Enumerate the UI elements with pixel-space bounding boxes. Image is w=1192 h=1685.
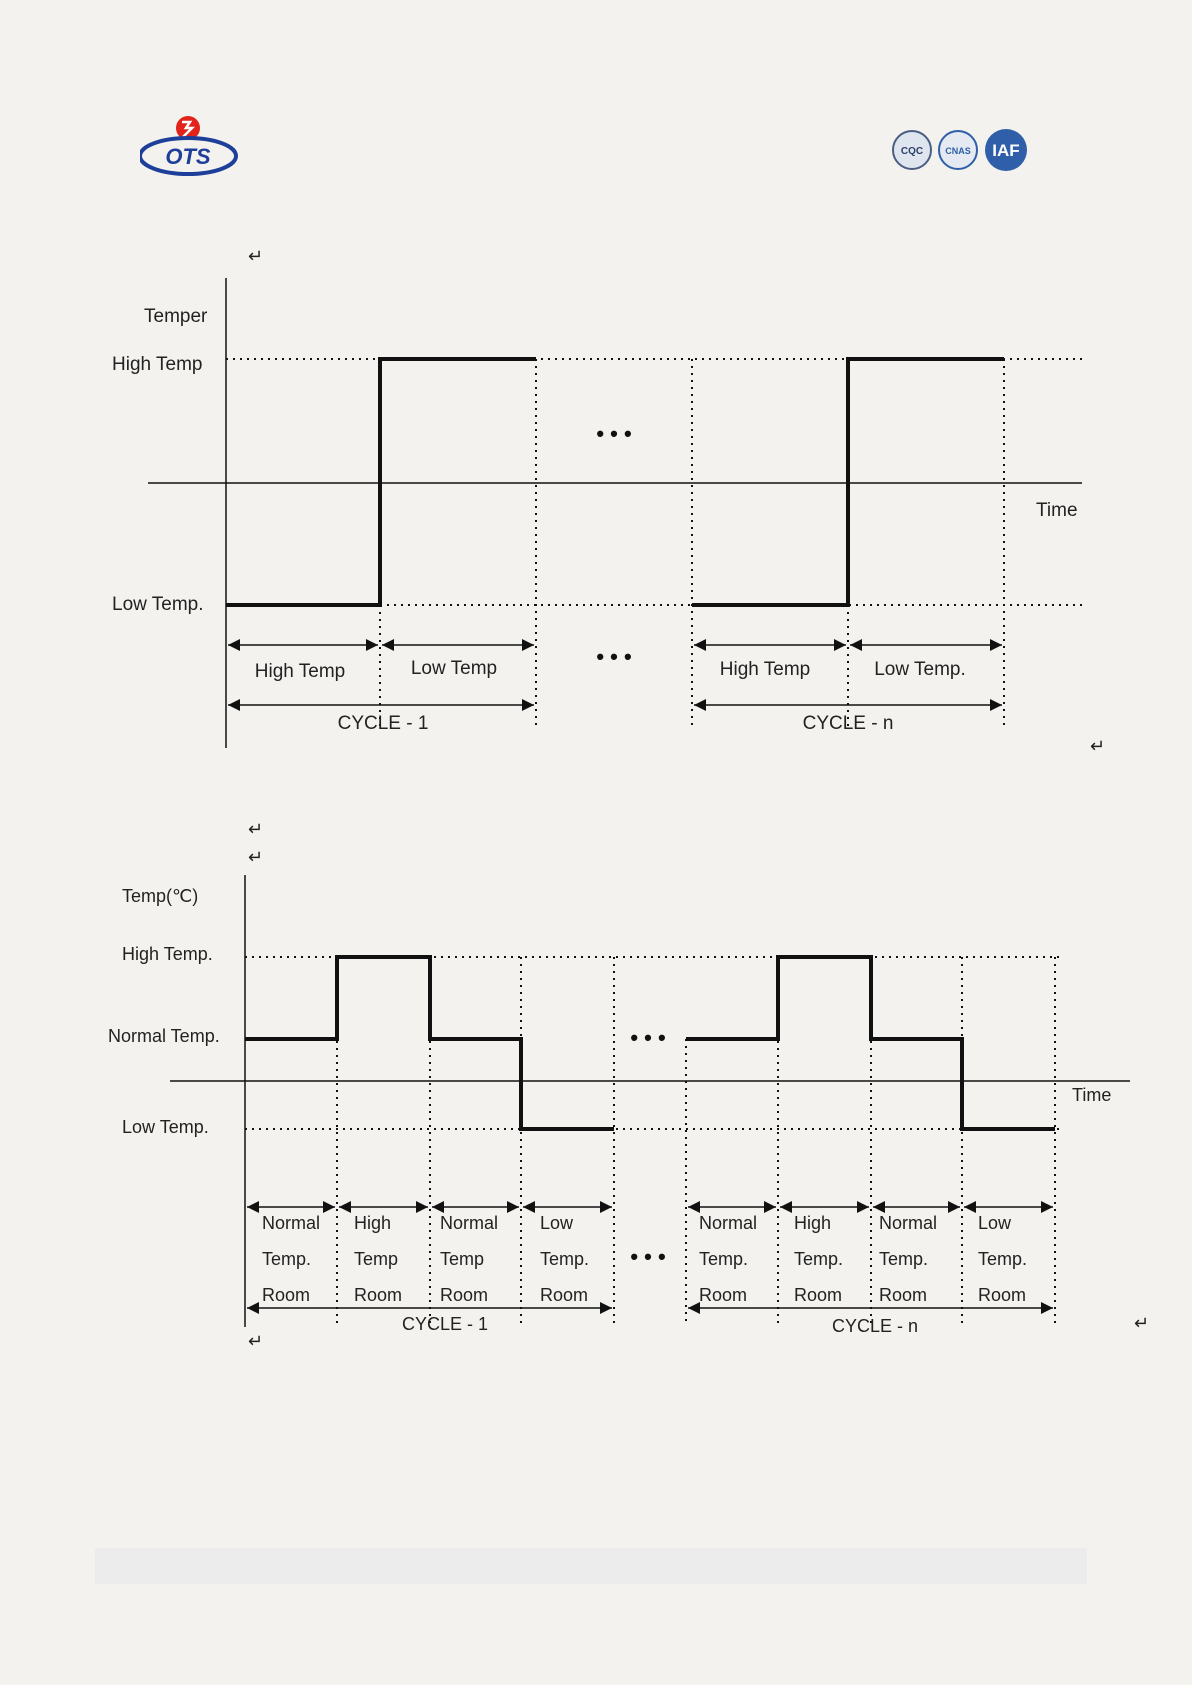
cycle-label: CYCLE - n xyxy=(831,1316,919,1336)
return-mark: ↵ xyxy=(248,246,264,266)
segment-label: Room xyxy=(440,1285,489,1305)
x-axis-label: Time xyxy=(1036,500,1078,521)
level-label-low: Low Temp. xyxy=(112,594,204,615)
segment-label: Temp xyxy=(440,1249,485,1269)
segment-label: Room xyxy=(978,1285,1027,1305)
continuation-ellipsis: • • • xyxy=(630,1025,666,1050)
ots-logo xyxy=(140,112,244,178)
return-mark: ↵ xyxy=(248,819,264,839)
segment-label: Temp xyxy=(354,1249,399,1269)
cnas-badge-text: CNAS xyxy=(945,146,971,156)
continuation-ellipsis: • • • xyxy=(630,1244,666,1269)
segment-label: Temp. xyxy=(978,1249,1028,1269)
segment-label: Temp. xyxy=(540,1249,590,1269)
level-label-normal: Normal Temp. xyxy=(108,1026,220,1046)
three-zone-temperature-cycle-diagram xyxy=(0,815,1192,1355)
segment-label: Room xyxy=(879,1285,928,1305)
segment-label: Temp. xyxy=(879,1249,929,1269)
level-label-high: High Temp. xyxy=(122,944,213,964)
level-label-high: High Temp xyxy=(112,354,203,375)
segment-label: Low Temp xyxy=(410,658,498,679)
continuation-ellipsis: • • • xyxy=(596,644,632,669)
segment-label: High xyxy=(794,1213,832,1233)
footer-band xyxy=(95,1548,1087,1584)
cycle-1-profile xyxy=(226,359,536,605)
cycle-n-profile xyxy=(692,359,1004,605)
segment-label: Room xyxy=(354,1285,403,1305)
cycle-label: CYCLE - 1 xyxy=(337,713,429,734)
segment-label: Normal xyxy=(262,1213,321,1233)
segment-label: Room xyxy=(699,1285,748,1305)
segment-label: Normal xyxy=(879,1213,938,1233)
continuation-ellipsis: • • • xyxy=(596,421,632,446)
two-zone-temperature-cycle-diagram xyxy=(0,240,1192,760)
return-mark: ↵ xyxy=(248,847,264,867)
y-axis-label: Temper xyxy=(144,306,208,327)
ots-logo-text: OTS xyxy=(165,144,211,169)
segment-label: Normal xyxy=(699,1213,758,1233)
segment-label: Normal xyxy=(440,1213,499,1233)
segment-label: High xyxy=(354,1213,392,1233)
return-mark: ↵ xyxy=(248,1331,264,1351)
x-axis-label: Time xyxy=(1072,1085,1112,1105)
return-mark: ↵ xyxy=(1134,1313,1150,1333)
cycle-label: CYCLE - n xyxy=(802,713,894,734)
segment-label: Room xyxy=(794,1285,843,1305)
cert-badges xyxy=(890,128,1030,172)
iaf-badge-text: IAF xyxy=(992,141,1020,160)
y-axis-label: Temp(℃) xyxy=(122,886,199,906)
segment-label: High Temp xyxy=(254,661,346,682)
segment-label: Low xyxy=(978,1213,1012,1233)
segment-label: Room xyxy=(262,1285,311,1305)
cycle-label: CYCLE - 1 xyxy=(401,1314,489,1334)
cqc-badge-text: CQC xyxy=(900,146,924,157)
segment-label: Temp. xyxy=(699,1249,749,1269)
return-mark: ↵ xyxy=(1090,736,1106,756)
segment-label: Low Temp. xyxy=(874,659,966,680)
segment-label: Low xyxy=(540,1213,574,1233)
segment-label: Temp. xyxy=(262,1249,312,1269)
segment-label: High Temp xyxy=(719,659,811,680)
segment-label: Room xyxy=(540,1285,589,1305)
segment-label: Temp. xyxy=(794,1249,844,1269)
level-label-low: Low Temp. xyxy=(122,1117,209,1137)
